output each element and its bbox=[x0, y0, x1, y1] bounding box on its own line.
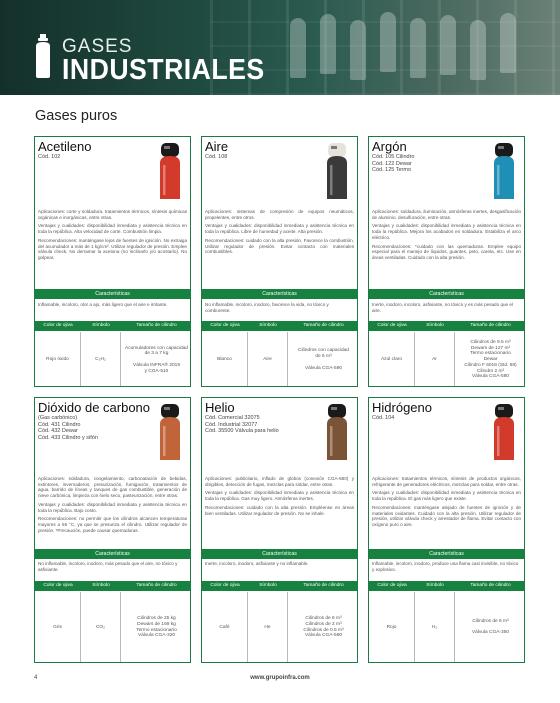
header-title-small: GASES bbox=[62, 36, 133, 57]
description-paragraph: Aplicaciones: sistemas de compresión de equipos neumáticos, propelentes, entre otros. bbox=[205, 209, 354, 220]
cell-size bbox=[288, 332, 358, 387]
gas-codes bbox=[372, 154, 415, 174]
gas-description bbox=[38, 476, 187, 536]
column-header-color: Color de ojiva bbox=[210, 323, 240, 328]
size-line: Cilindros con capacidad bbox=[298, 348, 349, 354]
cell-color: Rojo óxido bbox=[46, 357, 69, 363]
gas-cylinder-image bbox=[324, 143, 350, 199]
table-header bbox=[369, 321, 524, 331]
size-line: y CGA-510 bbox=[144, 368, 169, 374]
size-line: Cilindros de 2 m³ bbox=[305, 621, 342, 627]
characteristics-header: Características bbox=[35, 289, 190, 299]
cell-symbol: C₂H₂ bbox=[95, 357, 106, 363]
size-line: de 6 m³ bbox=[315, 354, 332, 360]
characteristics-header: Características bbox=[202, 289, 357, 299]
size-line: Cilindros de 6 m³ bbox=[472, 618, 509, 624]
gas-description bbox=[372, 209, 521, 264]
cell-symbol: He bbox=[264, 624, 271, 630]
gas-codes bbox=[38, 154, 60, 161]
header-title-big: INDUSTRIALES bbox=[62, 54, 265, 86]
cell-color: Rojo bbox=[386, 624, 397, 630]
column-header-size: Tamaño de cilindro bbox=[470, 583, 511, 588]
gas-code: (Gas carbónico) bbox=[38, 415, 78, 421]
size-line: Válvula CGA-580 bbox=[471, 374, 510, 380]
gas-cylinder-image bbox=[157, 143, 183, 199]
gas-card bbox=[368, 136, 525, 387]
table-header bbox=[35, 321, 190, 331]
size-line: Válvula INFRA® 2019 bbox=[133, 362, 180, 368]
gas-cylinder-icon bbox=[33, 34, 53, 78]
table-row bbox=[202, 592, 357, 663]
gas-name: Acetileno bbox=[38, 139, 92, 154]
gas-code: Cód. 125 Termo bbox=[372, 167, 412, 174]
section-title: Gases puros bbox=[35, 108, 118, 124]
gas-codes bbox=[205, 415, 279, 435]
size-line: Dewars de 169 kg bbox=[137, 621, 176, 627]
characteristics-text: Inerte, incoloro, inodoro, asfixiante y no inflamable. bbox=[205, 561, 309, 566]
gas-code: Cód. Industrial 32077 bbox=[205, 421, 258, 428]
description-paragraph: Ventajas y cualidades: disponibilidad inmediata y asistencia técnica en toda la república. Bajo costo. bbox=[38, 501, 187, 513]
gas-code: Cód. 433 Cilindro y sifón bbox=[38, 434, 98, 441]
cell-size bbox=[121, 592, 191, 663]
cell-symbol: H₂ bbox=[431, 624, 438, 630]
size-line: Cilindros de 0.5 m³ bbox=[303, 627, 344, 633]
characteristics-header: Características bbox=[202, 549, 357, 559]
gas-code: Cód. 102 bbox=[38, 154, 61, 160]
cell-symbol: Ar bbox=[432, 357, 437, 363]
column-header-color: Color de ojiva bbox=[210, 583, 240, 588]
characteristics-header: Características bbox=[35, 549, 190, 559]
size-line: Cilindro 2 m³ bbox=[476, 368, 505, 374]
table-header bbox=[35, 581, 190, 591]
page-number: 4 bbox=[34, 675, 38, 681]
gas-description bbox=[205, 476, 354, 519]
gas-name: Argón bbox=[372, 139, 407, 154]
size-line: Válvula CGA-350 bbox=[471, 630, 510, 636]
description-paragraph: Ventajas y cualidades: disponibilidad inmediata y asistencia técnica en toda la república. Mejora los acabados en soldadura. Estabiliza el arco eléctrico. bbox=[372, 223, 521, 240]
gas-description bbox=[372, 476, 521, 531]
gas-description bbox=[38, 209, 187, 264]
cell-color: Azul claro bbox=[380, 357, 403, 363]
cell-symbol: CO₂ bbox=[95, 624, 106, 630]
gas-code: Cód. Comercial 32075 bbox=[205, 415, 260, 421]
description-paragraph: Aplicaciones: corte y soldadura, tratamientos térmicos, síntesis químicas orgánicas e inorgánicas, entre otras. bbox=[38, 209, 187, 220]
characteristics-text: Inerte, inodoro, incoloro, asfixiante, no tóxico y es más pesado que el aire. bbox=[372, 302, 513, 313]
gas-cylinder-image bbox=[157, 404, 183, 460]
size-line: Cilindros de 9.5 m³ bbox=[470, 339, 511, 345]
description-paragraph: Recomendaciones: *cuidado con las quemaduras. Emplee equipo especial para el manejo de líquidos, guantes, peto, careta, etc. Use en áreas ventiladas. Cuidado con la alta presión. bbox=[372, 243, 521, 260]
gas-code: Cód. 35500 Válvula para helio bbox=[205, 428, 279, 435]
gas-name: Dióxido de carbono bbox=[38, 400, 151, 415]
characteristics-header: Características bbox=[369, 289, 524, 299]
column-header-symbol: Símbolo bbox=[426, 323, 444, 328]
cell-symbol: Aire bbox=[263, 357, 272, 363]
gas-code: Cód. 104 bbox=[372, 415, 395, 421]
cell-color: Café bbox=[219, 624, 230, 630]
size-line: de 3 a 7 kg bbox=[144, 351, 169, 357]
size-line: Cilindros de 25 kg bbox=[137, 615, 176, 621]
gas-codes bbox=[38, 415, 98, 441]
column-header-size: Tamaño de cilindro bbox=[136, 323, 177, 328]
description-paragraph: Recomendaciones: manténgase alejado de fuentes de ignición y de materiales oxidantes. Cuidado con la alta presión. Utilizar regulador de presión, utilizar válvula check y arrestador de flama. Evitar contacto con oxígeno puro o aire. bbox=[372, 504, 521, 527]
gas-card bbox=[34, 136, 191, 387]
table-row bbox=[35, 332, 190, 387]
page-header bbox=[0, 0, 560, 95]
description-paragraph: Ventajas y cualidades: disponibilidad inmediata y asistencia técnica en toda la república. El gas más ligero que existe. bbox=[372, 490, 521, 502]
characteristics-text: No inflamable, incoloro, inodoro, favorece la vida, no tóxico y comburente. bbox=[205, 302, 329, 313]
table-row bbox=[35, 592, 190, 663]
gas-codes bbox=[372, 415, 394, 422]
description-paragraph: Recomendaciones: cuidado con la alta presión. Favorece la combustión. Utilizar regulador de presión. Evitar contacto con materiales combustibles. bbox=[205, 237, 354, 255]
column-header-symbol: Símbolo bbox=[92, 583, 110, 588]
table-header bbox=[369, 581, 524, 591]
gas-cylinder-image bbox=[324, 404, 350, 460]
column-header-size: Tamaño de cilindro bbox=[303, 583, 344, 588]
table-row bbox=[369, 592, 524, 663]
table-header bbox=[202, 321, 357, 331]
gas-name: Hidrógeno bbox=[372, 400, 432, 415]
size-line: Cilindros de 6 m³ bbox=[305, 615, 342, 621]
gas-cylinder-image bbox=[491, 404, 517, 460]
column-header-color: Color de ojiva bbox=[43, 323, 73, 328]
description-paragraph: Ventajas y cualidades: disponibilidad inmediata y asistencia técnica en toda la república. Libre de humedad y aceite. Alta presión. bbox=[205, 223, 354, 235]
gas-card bbox=[201, 136, 358, 387]
description-paragraph: Aplicaciones: publicitario, inflado de globos (conexión CGA-580) y dirigibles, detección de fugas, mezclas para soldar, entre otras. bbox=[205, 476, 354, 487]
cell-size bbox=[288, 592, 358, 663]
column-header-symbol: Símbolo bbox=[92, 323, 110, 328]
description-paragraph: Ventajas y cualidades: disponibilidad inmediata y asistencia técnica en toda la república. Gas muy ligero. Atmósferas inertes. bbox=[205, 490, 354, 502]
column-header-color: Color de ojiva bbox=[377, 583, 407, 588]
cell-color: Gris bbox=[53, 624, 62, 630]
gas-card bbox=[34, 397, 191, 663]
cell-size bbox=[455, 332, 525, 387]
characteristics-text: No inflamable, incoloro, inodoro, más pesado que el aire, no tóxico y asfixiante. bbox=[38, 561, 178, 572]
gas-card bbox=[201, 397, 358, 663]
description-paragraph: Recomendaciones: manténgase lejos de fuentes de ignición. No extraiga del acumulador a más de 1 kg/cm². Utilizar regulador de presión. Emplee válvula check. No derramar la acetona (no inclinarlo y/o acostarlo). No golpear. bbox=[38, 237, 187, 260]
cell-color: Blanco bbox=[217, 357, 232, 363]
size-line: Dewar bbox=[483, 357, 498, 363]
column-header-color: Color de ojiva bbox=[377, 323, 407, 328]
characteristics-header: Características bbox=[369, 549, 524, 559]
gas-code: Cód. 122 Dewar bbox=[372, 160, 412, 167]
column-header-symbol: Símbolo bbox=[426, 583, 444, 588]
column-header-size: Tamaño de cilindro bbox=[470, 323, 511, 328]
gas-name: Aire bbox=[205, 139, 229, 154]
column-header-size: Tamaño de cilindro bbox=[303, 323, 344, 328]
size-line: Cilindro F 6018 (Std. 58) bbox=[464, 362, 517, 368]
size-line: Acumuladores con capacidad bbox=[125, 345, 188, 351]
size-line: Termo estacionario bbox=[470, 351, 511, 357]
table-header bbox=[202, 581, 357, 591]
gas-cylinder-image bbox=[491, 143, 517, 199]
description-paragraph: Ventajas y cualidades: disponibilidad inmediata y asistencia técnica en toda la república. Alta velocidad de corte. Combustión limpia. bbox=[38, 223, 187, 235]
cell-size bbox=[455, 592, 525, 663]
characteristics-text: Inflamable, incoloro, olor a ajo, más ligero que el aire e irritante. bbox=[38, 302, 168, 307]
description-paragraph: Aplicaciones: tratamientos térmicos, síntesis de productos orgánicos, refrigerante de generadores eléctricos, mezclas para soldar, entre otras. bbox=[372, 476, 521, 487]
size-line: Termo estacionario bbox=[136, 627, 177, 633]
cell-size bbox=[121, 332, 191, 387]
gas-code: Cód. 432 Dewar bbox=[38, 428, 78, 435]
gas-card bbox=[368, 397, 525, 663]
size-line: Dewars de 127 m³ bbox=[470, 345, 511, 351]
table-row bbox=[369, 332, 524, 387]
size-line: Válvula CGA-580 bbox=[304, 633, 343, 639]
column-header-color: Color de ojiva bbox=[43, 583, 73, 588]
gas-code: Cód. 108 bbox=[205, 154, 228, 160]
gas-code: Cód. 105 Cilindro bbox=[372, 154, 415, 160]
gas-codes bbox=[205, 154, 227, 161]
gas-code: Cód. 431 Cilindro bbox=[38, 421, 81, 428]
characteristics-text: Inflamable, incoloro, inodoro, produce una flama casi invisible, no tóxico y explosivo. bbox=[372, 561, 519, 572]
description-paragraph: Aplicaciones: soldadura, iluminación, atmósferas inertes, desgasificación de aluminio, desulfuración, entre otras. bbox=[372, 209, 521, 220]
table-row bbox=[202, 332, 357, 387]
description-paragraph: Recomendaciones: no permitir que los cilindros alcancen temperaturas mayores a 55 °C, ya que se presuriza el cilindro. Utilizar regulador de presión. *Precaución, puede causar quemaduras. bbox=[38, 516, 187, 533]
description-paragraph: Recomendaciones: cuidado con la alta presión. Empléense en áreas bien ventiladas. Utilizar regulador de presión. No se inhale. bbox=[205, 504, 354, 516]
column-header-symbol: Símbolo bbox=[259, 323, 277, 328]
gas-name: Helio bbox=[205, 400, 235, 415]
footer-url: www.grupoinfra.com bbox=[250, 675, 310, 681]
size-line: Válvula CGA-320 bbox=[137, 633, 176, 639]
gas-description bbox=[205, 209, 354, 258]
column-header-symbol: Símbolo bbox=[259, 583, 277, 588]
column-header-size: Tamaño de cilindro bbox=[136, 583, 177, 588]
description-paragraph: Aplicaciones: soldadura, congelamiento, carbonatación de bebidas, extintores, invernaderos, presurización, fumigación, tratamientos de agua, barrido de líneas y tanques de gas combustible, generación de nieve carbónica, limpieza con hielo seco, pasteurización, entre otras. bbox=[38, 476, 187, 499]
size-line: Válvula CGA-590 bbox=[304, 365, 343, 371]
header-cylinders-photo bbox=[280, 10, 540, 85]
